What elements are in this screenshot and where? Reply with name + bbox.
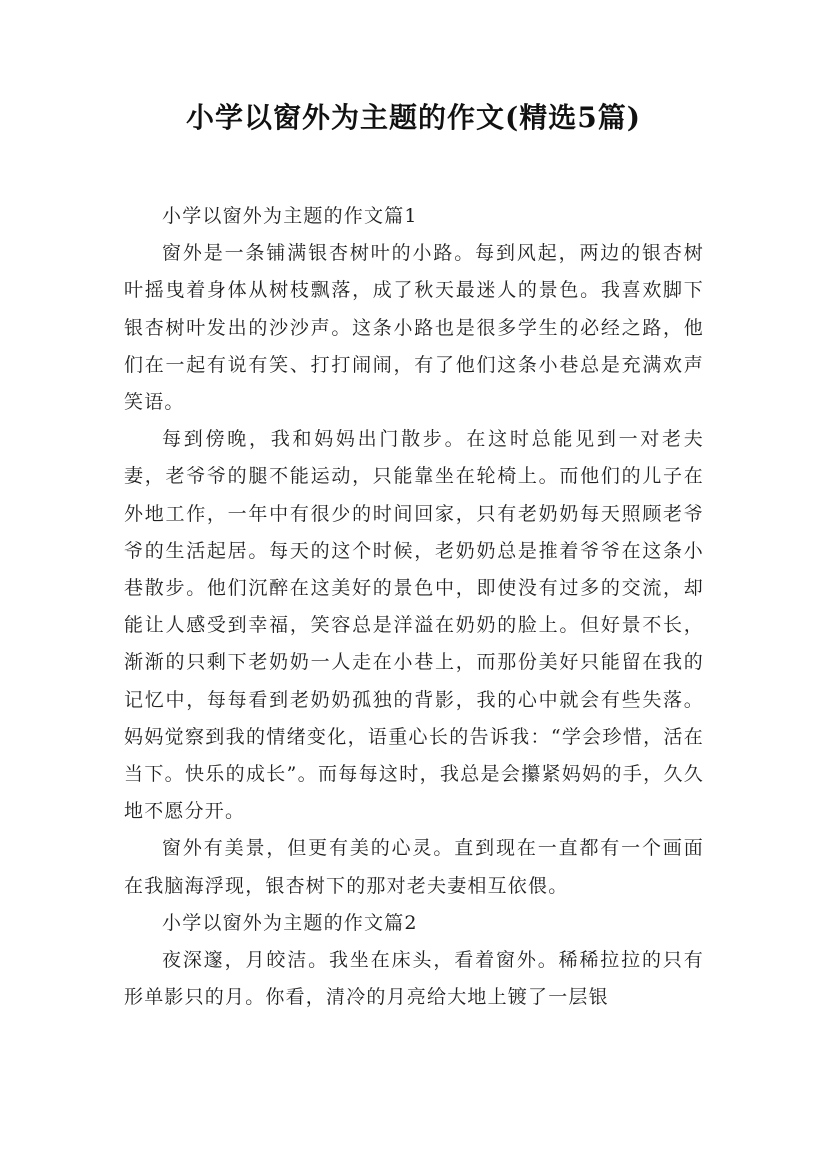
paragraph-3: 窗外有美景，但更有美的心灵。直到现在一直都有一个画面在我脑海浮现，银杏树下的那对老夫妻相互依偎。	[124, 837, 704, 897]
section-heading-1: 小学以窗外为主题的作文篇1	[162, 205, 418, 227]
paragraph-4: 夜深邃，月皎洁。我坐在床头，看着窗外。稀稀拉拉的只有形单影只的月。你看，清冷的月亮给大地上镀了一层银	[124, 949, 704, 1009]
section-heading-2: 小学以窗外为主题的作文篇2	[162, 911, 418, 934]
document-title: 小学以窗外为主题的作文(精选5篇)	[186, 101, 641, 134]
paragraph-2: 每到傍晚，我和妈妈出门散步。在这时总能见到一对老夫妻，老爷爷的腿不能运动，只能靠坐在轮椅上。而他们的儿子在外地工作，一年中有很少的时间回家，只有老奶奶每天照顾老爷爷的生活起居。每天的这个时候，老奶奶总是推着爷爷在这条小巷散步。他们沉醉在这美好的景色中，即使没有过多的交流，却能让人感受到幸福，笑容总是洋溢在奶奶的脸上。但好景不长，渐渐的只剩下老奶奶一人走在小巷上，而那份美好只能留在我的记忆中，每每看到老奶奶孤独的背影，我的心中就会有些失落。妈妈觉察到我的情绪变化，语重心长的告诉我：“学会珍惜，活在当下。快乐的成长”。而每每这时，我总是会攥紧妈妈的手，久久地不愿分开。	[124, 428, 704, 823]
paragraph-1: 窗外是一条铺满银杏树叶的小路。每到风起，两边的银杏树叶摇曳着身体从树枝飘落，成了秋天最迷人的景色。我喜欢脚下银杏树叶发出的沙沙声。这条小路也是很多学生的必经之路，他们在一起有说有笑、打打闹闹，有了他们这条小巷总是充满欢声笑语。	[124, 242, 704, 414]
document-body	[124, 198, 704, 1016]
